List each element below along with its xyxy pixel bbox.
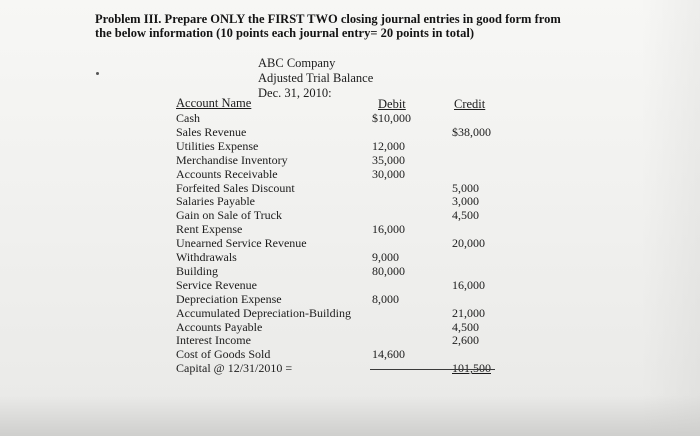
account-name: Salaries Payable	[176, 194, 255, 209]
debit-amount: 14,600	[372, 347, 405, 362]
table-row	[0, 111, 700, 125]
account-name: Capital @ 12/31/2010 =	[176, 361, 293, 376]
account-name: Interest Income	[176, 333, 251, 348]
column-header-account: Account Name	[176, 96, 252, 110]
table-row	[0, 236, 700, 250]
account-name: Accounts Receivable	[176, 166, 278, 181]
account-name: Utilities Expense	[176, 138, 259, 153]
table-row	[0, 167, 700, 181]
account-name: Building	[176, 263, 219, 278]
credit-amount: 3,000	[452, 194, 479, 209]
table-row	[0, 222, 700, 236]
bullet-dot	[96, 72, 99, 75]
account-name: Unearned Service Revenue	[176, 236, 307, 251]
credit-amount: $38,000	[452, 124, 491, 139]
problem-statement	[95, 12, 565, 40]
account-name: Withdrawals	[176, 250, 237, 264]
table-row	[0, 306, 700, 320]
page-shadow-bottom	[0, 395, 700, 436]
report-title: Adjusted Trial Balance	[258, 71, 374, 85]
debit-amount: $10,000	[372, 111, 411, 125]
debit-amount: 9,000	[372, 250, 399, 264]
table-row	[0, 125, 700, 139]
table-row	[0, 250, 700, 264]
credit-amount: 21,000	[452, 305, 485, 320]
table-row	[0, 181, 700, 195]
table-row	[0, 208, 700, 222]
account-name: Cash	[176, 111, 200, 125]
credit-amount: 2,600	[452, 333, 479, 348]
account-name: Gain on Sale of Truck	[176, 208, 282, 223]
account-name: Merchandise Inventory	[176, 152, 288, 167]
report-date: Dec. 31, 2010:	[258, 86, 332, 100]
debit-amount: 16,000	[372, 222, 405, 237]
debit-amount: 30,000	[372, 166, 405, 181]
debit-amount: 80,000	[372, 263, 405, 278]
table-row	[0, 278, 700, 292]
table-row	[0, 347, 700, 361]
account-name: Accumulated Depreciation-Building	[176, 305, 351, 320]
table-row	[0, 153, 700, 167]
column-header-credit: Credit	[454, 97, 486, 111]
credit-amount: 4,500	[452, 319, 479, 334]
credit-amount: 20,000	[452, 236, 485, 251]
problem-line-1: Problem III. Prepare ONLY the FIRST TWO closing journal entries in good form from	[95, 12, 561, 26]
table-row	[0, 264, 700, 278]
account-name: Service Revenue	[176, 277, 257, 292]
table-row	[0, 139, 700, 153]
account-name: Sales Revenue	[176, 124, 247, 139]
table-row	[0, 194, 700, 208]
debit-amount: 12,000	[372, 138, 405, 153]
account-name: Cost of Goods Sold	[176, 347, 271, 362]
account-name: Depreciation Expense	[176, 291, 282, 306]
table-row	[0, 292, 700, 306]
account-name: Rent Expense	[176, 222, 243, 237]
table-row	[0, 333, 700, 347]
problem-line-2: the below information (10 points each journal entry= 20 points in total)	[95, 26, 474, 40]
credit-amount: 4,500	[452, 208, 479, 223]
column-header-debit: Debit	[378, 97, 406, 111]
account-name: Forfeited Sales Discount	[176, 180, 295, 195]
account-name: Accounts Payable	[176, 319, 263, 334]
company-name: ABC Company	[258, 56, 336, 70]
report-heading	[258, 56, 373, 101]
debit-amount: 8,000	[372, 291, 399, 306]
debit-amount: 35,000	[372, 152, 405, 167]
total-underline	[370, 369, 495, 370]
credit-amount: 16,000	[452, 277, 485, 292]
table-row	[0, 361, 700, 375]
credit-amount: 5,000	[452, 180, 479, 195]
table-row	[0, 320, 700, 334]
